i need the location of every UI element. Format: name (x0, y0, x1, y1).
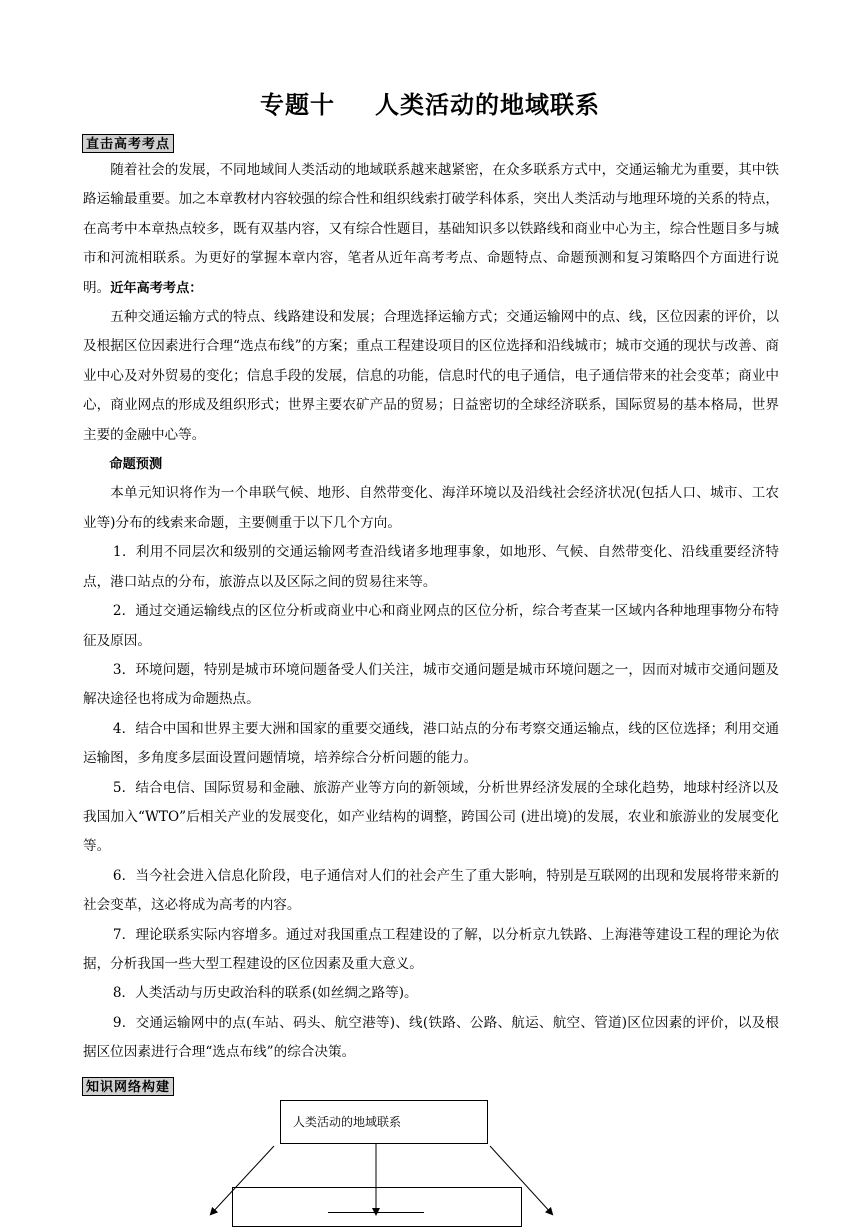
document-body (83, 156, 779, 1068)
diagram-root-label: 人类活动的地域联系 (293, 1115, 402, 1129)
prediction-item: 3．环境问题，特别是城市环境问题备受人们关注，城市交通问题是城市环境问题之一，因而对城市交通问题及解决途径也将成为命题热点。 (83, 661, 779, 708)
knowledge-network-tag: 知识网络构建 (82, 1077, 174, 1096)
title-part1: 专题十 (260, 91, 335, 119)
intro-paragraph (83, 156, 779, 303)
intro-text: 随着社会的发展，不同地域间人类活动的地域联系越来越紧密，在众多联系方式中，交通运输尤为重要，其中铁路运输最重要。加之本章教材内容较强的综合性和组织线索打破学科体系，突出人类活动与地理环境的关系的特点，在高考中本章热点较多，既有双基内容，又有综合性题目，基础知识多以铁路线和商业中心为主，综合性题目多与城市和河流相联系。为更好的掌握本章内容，笔者从近年高考考点、命题特点、命题预测和复习策略四个方面进行说明。 (83, 162, 779, 296)
prediction-item: 8．人类活动与历史政治科的联系(如丝绸之路等)。 (112, 985, 418, 1002)
prediction-item: 9．交通运输网中的点(车站、码头、航空港等)、线(铁路、公路、航运、航空、管道)区位因素的评价，以及根据区位因素进行合理“选点布线”的综合决策。 (83, 1014, 779, 1061)
prediction-item: 7．理论联系实际内容增多。通过对我国重点工程建设的了解，以分析京九铁路、上海港等建设工程的理论为依据，分析我国一些大型工程建设的区位因素及重大意义。 (83, 926, 779, 972)
diagram-arrow-right (490, 1146, 552, 1214)
prediction-item: 5．结合电信、国际贸易和金融、旅游产业等方向的新领域，分析世界经济发展的全球化趋势，地球村经济以及我国加入“WTO”后相关产业的发展变化，如产业结构的调整，跨国公司 (进出境)的发展，农业和旅游业的发展变化等。 (83, 779, 779, 855)
diagram-arrow-left (211, 1146, 274, 1214)
prediction-lead: 本单元知识将作为一个串联气候、地形、自然带变化、海洋环境以及沿线社会经济状况(包括人口、城市、工农业等)分布的线索来命题，主要侧重于以下几个方向。 (83, 485, 779, 531)
prediction-heading: 命题预测 (109, 457, 163, 473)
exam-points-paragraph: 五种交通运输方式的特点、线路建设和发展；合理选择运输方式；交通运输网中的点、线，区位因素的评价，以及根据区位因素进行合理“选点布线”的方案；重点工程建设项目的区位选择和沿线城市；城市交通的现状与改善、商业中心及对外贸易的变化；信息手段的发展，信息的功能，信息时代的电子通信，电子通信带来的社会变革；商业中心，商业网点的形成及组织形式；世界主要农矿产品的贸易；日益密切的全球经济联系，国际贸易的基本格局，世界主要的金融中心等。 (83, 309, 779, 443)
knowledge-network-diagram (0, 1090, 860, 1216)
prediction-item: 4．结合中国和世界主要大洲和国家的重要交通线，港口站点的分布考察交通运输点，线的区位选择；利用交通运输图，多角度多层面设置问题情境，培养综合分析问题的能力。 (83, 720, 779, 767)
prediction-item: 2．通过交通运输线点的区位分析或商业中心和商业网点的区位分析，综合考查某一区域内各种地理事物分布特征及原因。 (83, 603, 779, 649)
exam-points-tag: 直击高考考点 (82, 134, 174, 153)
prediction-item: 6．当今社会进入信息化阶段，电子通信对人们的社会产生了重大影响，特别是互联网的出现和发展将带来新的社会变革，这必将成为高考的内容。 (83, 867, 779, 914)
prediction-item: 1．利用不同层次和级别的交通运输网考查沿线诸多地理事象，如地形、气候、自然带变化、沿线重要经济特点，港口站点的分布，旅游点以及区际之间的贸易往来等。 (83, 544, 779, 590)
diagram-connectors (0, 1090, 860, 1216)
title-part2: 人类活动的地域联系 (375, 91, 600, 119)
page-title (0, 88, 860, 122)
exam-points-heading: 近年高考考点： (110, 280, 203, 296)
